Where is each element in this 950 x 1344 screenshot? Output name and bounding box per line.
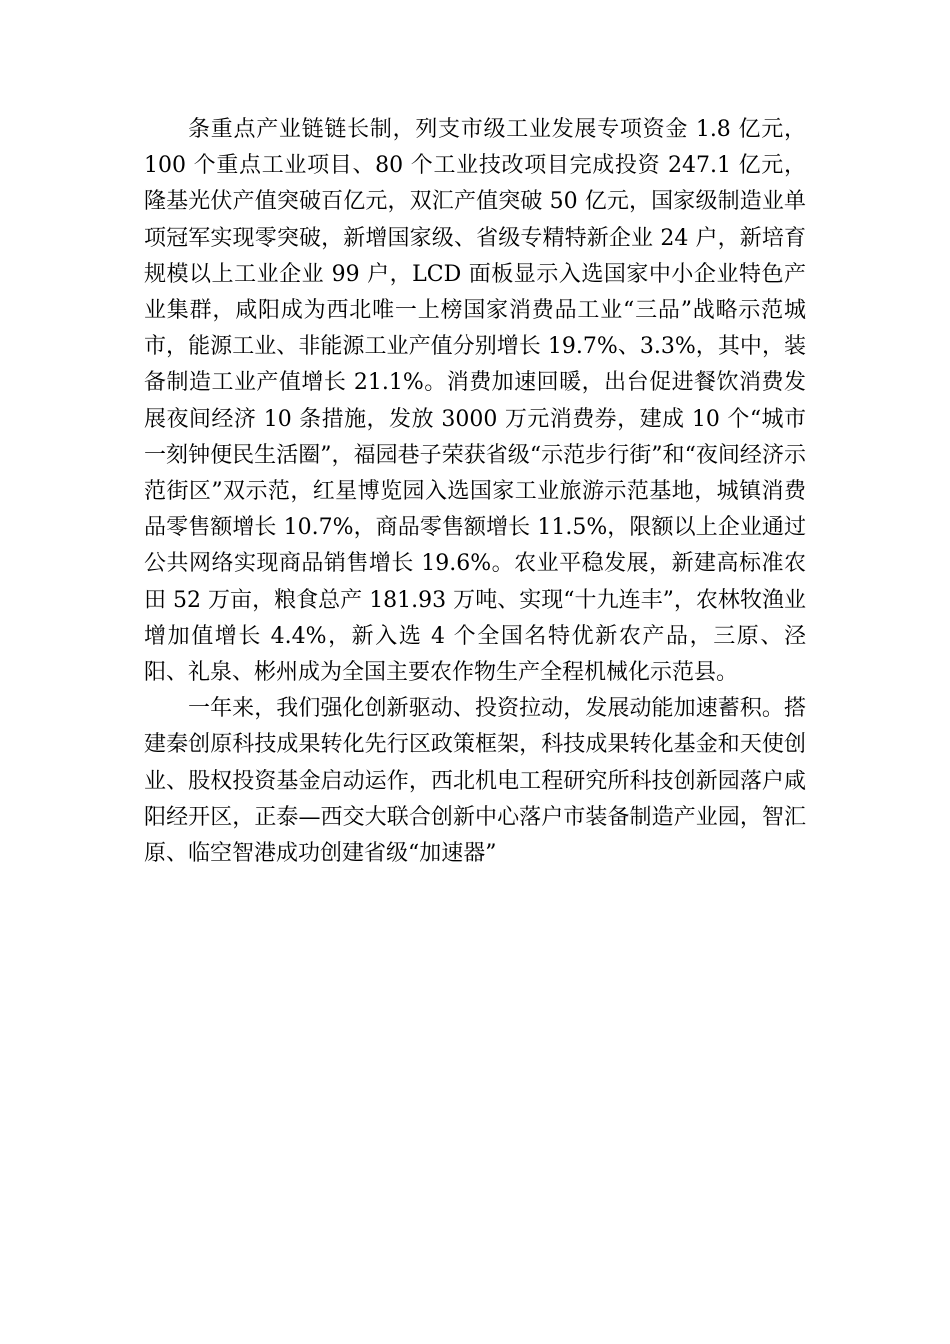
- body-text: [144, 112, 806, 872]
- paragraph-industry-consumption-agriculture: 条重点产业链链长制，列支市级工业发展专项资金 1.8 亿元，100 个重点工业项目、80 个工业技改项目完成投资 247.1 亿元，隆基光伏产值突破百亿元，双汇产值突破 50 亿元，国家级制造业单项冠军实现零突破，新增国家级、省级专精特新企业 24 户，新培育规模以上工业企业 99 户，LCD 面板显示入选国家中小企业特色产业集群，咸阳成为西北唯一上榜国家消费品工业“三品”战略示范城市，能源工业、非能源工业产值分别增长 19.7%、3.3%，其中，装备制造工业产值增长 21.1%。消费加速回暖，出台促进餐饮消费发展夜间经济 10 条措施，发放 3000 万元消费券，建成 10 个“城市一刻钟便民生活圈”，福园巷子荣获省级“示范步行街”和“夜间经济示范街区”双示范，红星博览园入选国家工业旅游示范基地，城镇消费品零售额增长 10.7%，商品零售额增长 11.5%，限额以上企业通过公共网络实现商品销售增长 19.6%。农业平稳发展，新建高标准农田 52 万亩，粮食总产 181.93 万吨、实现“十九连丰”，农林牧渔业增加值增长 4.4%，新入选 4 个全国名特优新农产品，三原、泾阳、礼泉、彬州成为全国主要农作物生产全程机械化示范县。: [144, 117, 806, 686]
- paragraph-innovation-investment: 一年来，我们强化创新驱动、投资拉动，发展动能加速蓄积。搭建秦创原科技成果转化先行区政策框架，科技成果转化基金和天使创业、股权投资基金启动运作，西北机电工程研究所科技创新园落户咸阳经开区，正泰—西交大联合创新中心落户市装备制造产业园，智汇原、临空智港成功创建省级“加速器”: [144, 696, 806, 867]
